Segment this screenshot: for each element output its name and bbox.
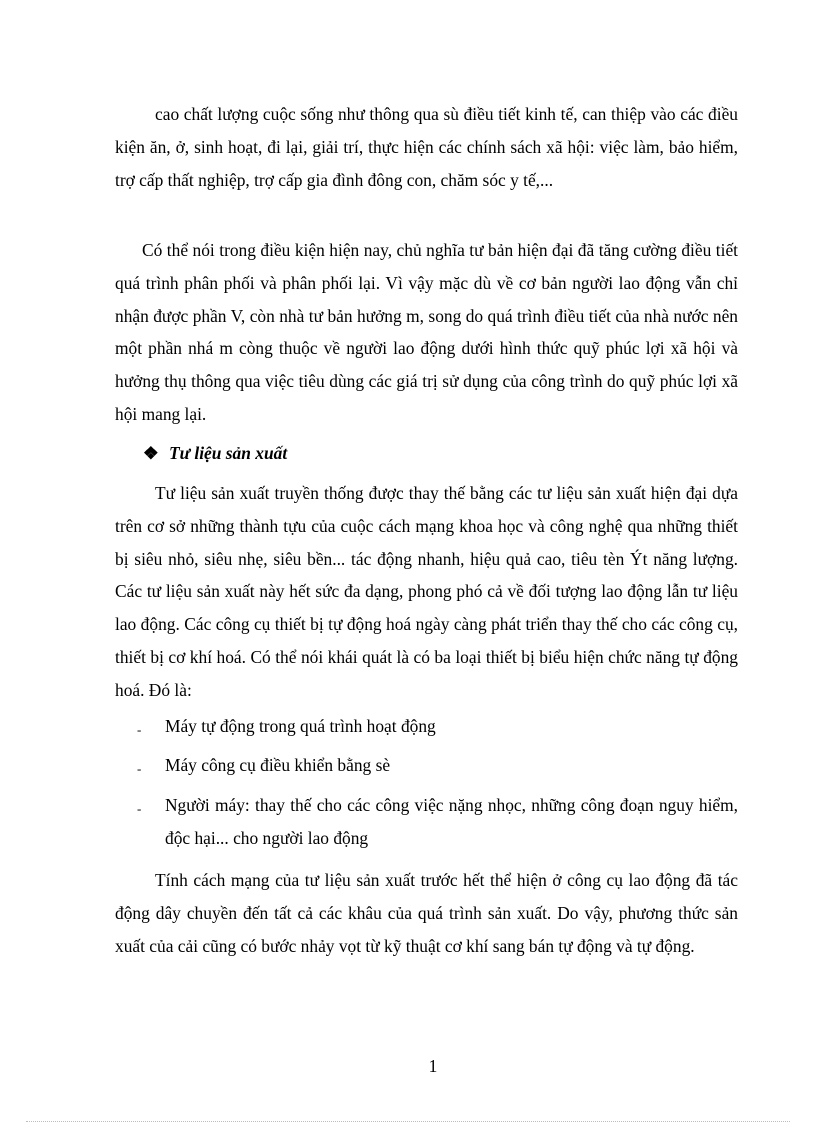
paragraph-means-of-production: Tư liệu sản xuất truyền thống được thay thế bằng các tư liệu sản xuất hiện đại dựa trên cơ sở những thành tựu của cuộc cách mạng khoa học và công nghệ qua những thiết bị siêu nhỏ, siêu nhẹ, siêu bền... tác động nhanh, hiệu quả cao, tiêu tèn Ýt năng lượng. Các tư liệu sản xuất này hết sức đa dạng, phong phó cả về đối tượng lao động lẫn tư liệu lao động. Các công cụ thiết bị tự động hoá ngày càng phát triển thay thế cho các công cụ, thiết bị cơ khí hoá. Có thể nói khái quát là có ba loại thiết bị biểu hiện chức năng tự động hoá. Đó là: [115, 483, 738, 700]
dash-bullet-icon: - [137, 801, 142, 816]
list-item-text: Người máy: thay thế cho các công việc nặng nhọc, những công đoạn nguy hiểm, độc hại... cho người lao động [165, 795, 738, 848]
section-heading-title: Tư liệu sản xuất [169, 443, 288, 463]
list-item [115, 710, 738, 743]
list-item [115, 789, 738, 855]
diamond-bullet-icon: ❖ [143, 443, 159, 463]
page-bottom-divider [26, 1121, 790, 1122]
paragraph-redistribution: Có thể nói trong điều kiện hiện nay, chủ nghĩa tư bản hiện đại đã tăng cường điều tiết quá trình phân phối và phân phối lại. Vì vậy mặc dù về cơ bản người lao động vẫn chỉ nhận được phần V, còn nhà tư bản hưởng m, song do quá trình điều tiết của nhà nước nên một phần nhá m còng thuộc về người lao động dưới hình thức quỹ phúc lợi xã hội và hưởng thụ thông qua việc tiêu dùng các giá trị sử dụng của công trình do quỹ phúc lợi xã hội mang lại. [115, 240, 738, 424]
dash-bullet-icon: - [137, 722, 142, 737]
paragraph-intro-continuation: cao chất lượng cuộc sống như thông qua sù điều tiết kinh tế, can thiệp vào các điều kiện ăn, ở, sinh hoạt, đi lại, giải trí, thực hiện các chính sách xã hội: việc làm, bảo hiểm, trợ cấp thất nghiệp, trợ cấp gia đình đông con, chăm sóc y tế,... [115, 104, 738, 190]
paragraph-revolutionary-nature: Tính cách mạng của tư liệu sản xuất trước hết thể hiện ở công cụ lao động đã tác động dây chuyền đến tất cả các khâu của quá trình sản xuất. Do vậy, phương thức sản xuất của cải cũng có bước nhảy vọt từ kỹ thuật cơ khí sang bán tự động và tự động. [115, 870, 738, 956]
list-item [115, 749, 738, 782]
page-number: 1 [428, 1056, 438, 1076]
list-item-text: Máy công cụ điều khiển bằng sè [165, 755, 391, 775]
list-item-text: Máy tự động trong quá trình hoạt động [165, 716, 436, 736]
section-heading [143, 437, 287, 469]
dash-bullet-icon: - [137, 761, 142, 776]
